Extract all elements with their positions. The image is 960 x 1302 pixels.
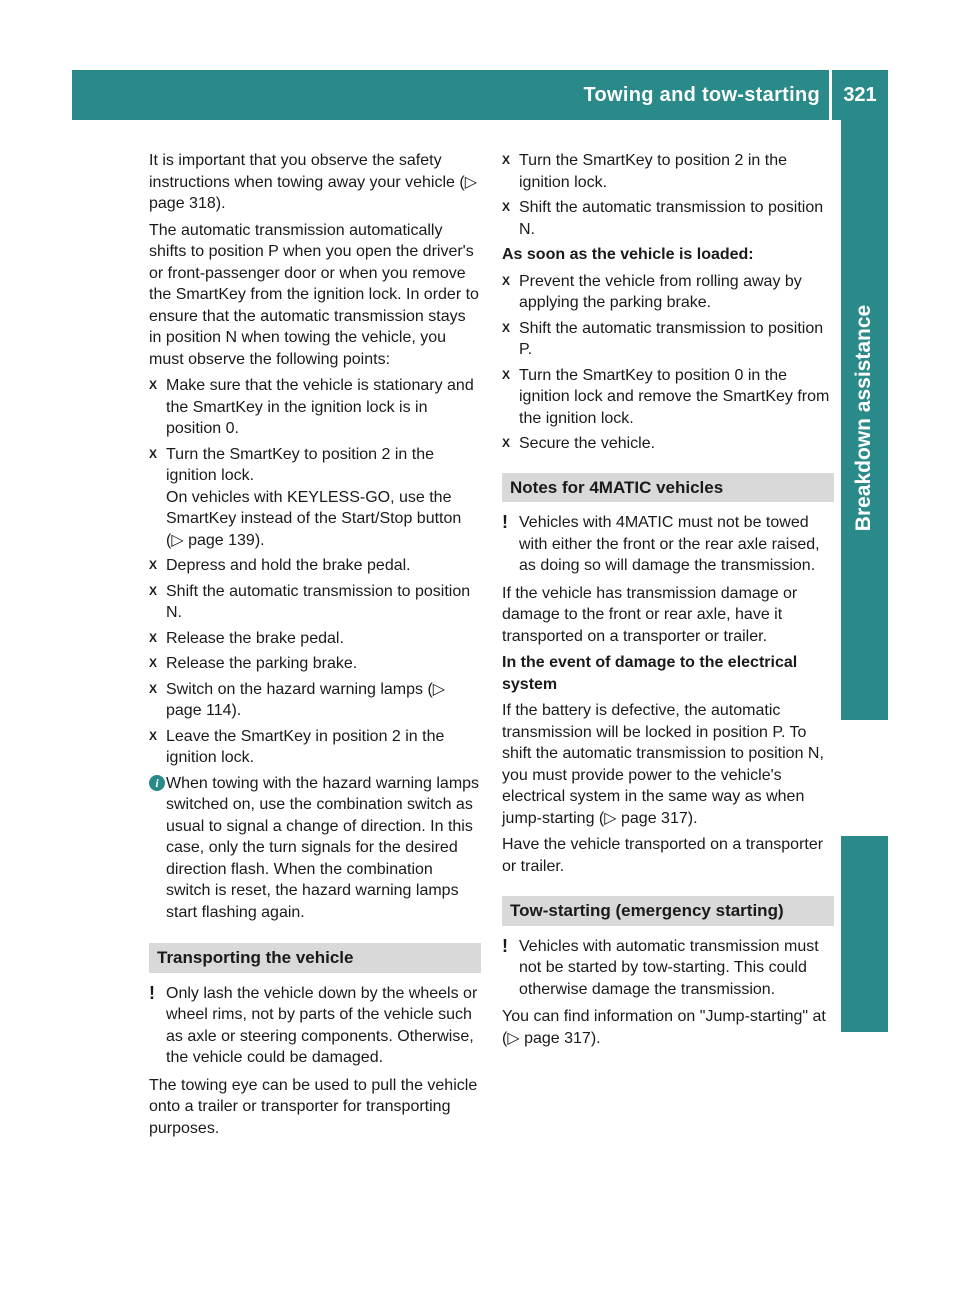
page-number: 321 (843, 84, 877, 106)
intro-paragraph: It is important that you observe the safety instructions when towing away your vehicle (▷ page 318). (149, 152, 478, 212)
step-marker-icon: X (149, 728, 158, 743)
warning-icon: ! (502, 935, 508, 956)
step-marker-icon: X (149, 681, 158, 696)
step-marker-icon: X (149, 378, 158, 392)
side-tab-lower-block (841, 836, 888, 1032)
step-marker-icon: X (149, 583, 158, 598)
step-item: X Switch on the hazard warning lamps (▷ page 114). (149, 680, 446, 719)
step-item: X Shift the automatic transmission to position N. (502, 199, 824, 238)
step-item: X Turn the SmartKey to position 0 in the ignition lock and remove the SmartKey from the ignition lock. (502, 366, 830, 427)
step-marker-icon: X (149, 630, 158, 645)
step-marker-icon: X (502, 320, 511, 335)
warning-note: ! Only lash the vehicle down by the wheels or wheel rims, not by parts of the vehicle such as axle or steering components. Otherwise, the vehicle could be damaged. (149, 982, 478, 1066)
info-icon: i (149, 775, 165, 791)
warning-icon: ! (502, 512, 508, 532)
loaded-heading: As soon as the vehicle is loaded: (502, 246, 754, 263)
step-item: X Shift the automatic transmission to position P. (502, 319, 824, 358)
step-item: X Release the parking brake. (149, 653, 481, 675)
step-item: X Turn the SmartKey to position 2 in the ignition lock. On vehicles with KEYLESS-GO, use the SmartKey instead of the Start/Stop button (▷ page 139). (149, 444, 481, 552)
step-marker-icon: X (502, 367, 511, 382)
warning-note: ! Vehicles with automatic transmission must not be started by tow-starting. This could otherwise damage the transmission. (502, 935, 819, 998)
4matic-paragraph: If the vehicle has transmission damage or damage to the front or rear axle, have it transported on a transporter or trailer. (502, 584, 798, 645)
intro-paragraph-2: The automatic transmission automatically shifts to position P when you open the driver's or front-passenger door or when you remove the SmartKey from the ignition lock. In order to ensure that the automatic transmission stays in position N when towing the vehicle, you must observe the following points: (149, 221, 479, 368)
right-column (502, 150, 834, 1054)
tow-paragraph: You can find information on "Jump-starting" at (▷ page 317). (502, 1008, 826, 1047)
page-header (72, 70, 888, 120)
electrical-paragraph-2: Have the vehicle transported on a transporter or trailer. (502, 836, 824, 875)
step-item: X Secure the vehicle. (502, 433, 834, 455)
step-marker-icon: X (149, 656, 158, 670)
step-item: X Prevent the vehicle from rolling away by applying the parking brake. (502, 272, 802, 311)
step-marker-icon: X (149, 558, 158, 572)
transport-paragraph: The towing eye can be used to pull the vehicle onto a trailer or transporter for transporting purposes. (149, 1076, 478, 1137)
section-heading-transport: Transporting the vehicle (149, 943, 481, 973)
side-tab-label: Breakdown assistance (852, 304, 875, 532)
step-item: X Release the brake pedal. (149, 628, 481, 650)
step-marker-icon: X (502, 436, 511, 450)
step-marker-icon: X (502, 200, 511, 214)
step-item: X Turn the SmartKey to position 2 in the ignition lock. (502, 152, 787, 191)
step-item: X Depress and hold the brake pedal. (149, 555, 481, 577)
left-column (149, 150, 481, 1144)
warning-icon: ! (149, 982, 155, 1003)
section-heading-4matic: Notes for 4MATIC vehicles (502, 473, 834, 503)
step-sub-note: On vehicles with KEYLESS-GO, use the SmartKey instead of the Start/Stop button (▷ page 139). (166, 488, 462, 549)
section-heading-tow-starting: Tow-starting (emergency starting) (502, 896, 834, 926)
electrical-paragraph: If the battery is defective, the automatic transmission will be locked in position P. To shift the automatic transmission to position N, you must provide power to the vehicle's electrical system in the same way as when jump-starting (▷ page 317). (502, 702, 824, 827)
step-item: X Make sure that the vehicle is stationary and the SmartKey in the ignition lock is in position 0. (149, 377, 474, 437)
step-item: X Leave the SmartKey in position 2 in the ignition lock. (149, 727, 445, 766)
step-item: X Shift the automatic transmission to position N. (149, 582, 471, 621)
electrical-heading: In the event of damage to the electrical system (502, 654, 798, 693)
header-title: Towing and tow-starting (583, 84, 820, 106)
warning-note: ! Vehicles with 4MATIC must not be towed with either the front or the rear axle raised, as doing so will damage the transmission. (502, 512, 820, 574)
step-marker-icon: X (502, 273, 511, 288)
step-marker-icon: X (502, 153, 511, 167)
step-marker-icon: X (149, 446, 158, 461)
info-note: i When towing with the hazard warning lamps switched on, use the combination switch as usual to signal a change of direction. In this case, only the turn signals for the desired direction flash. When the combination switch is reset, the hazard warning lamps start flashing again. (149, 773, 481, 924)
